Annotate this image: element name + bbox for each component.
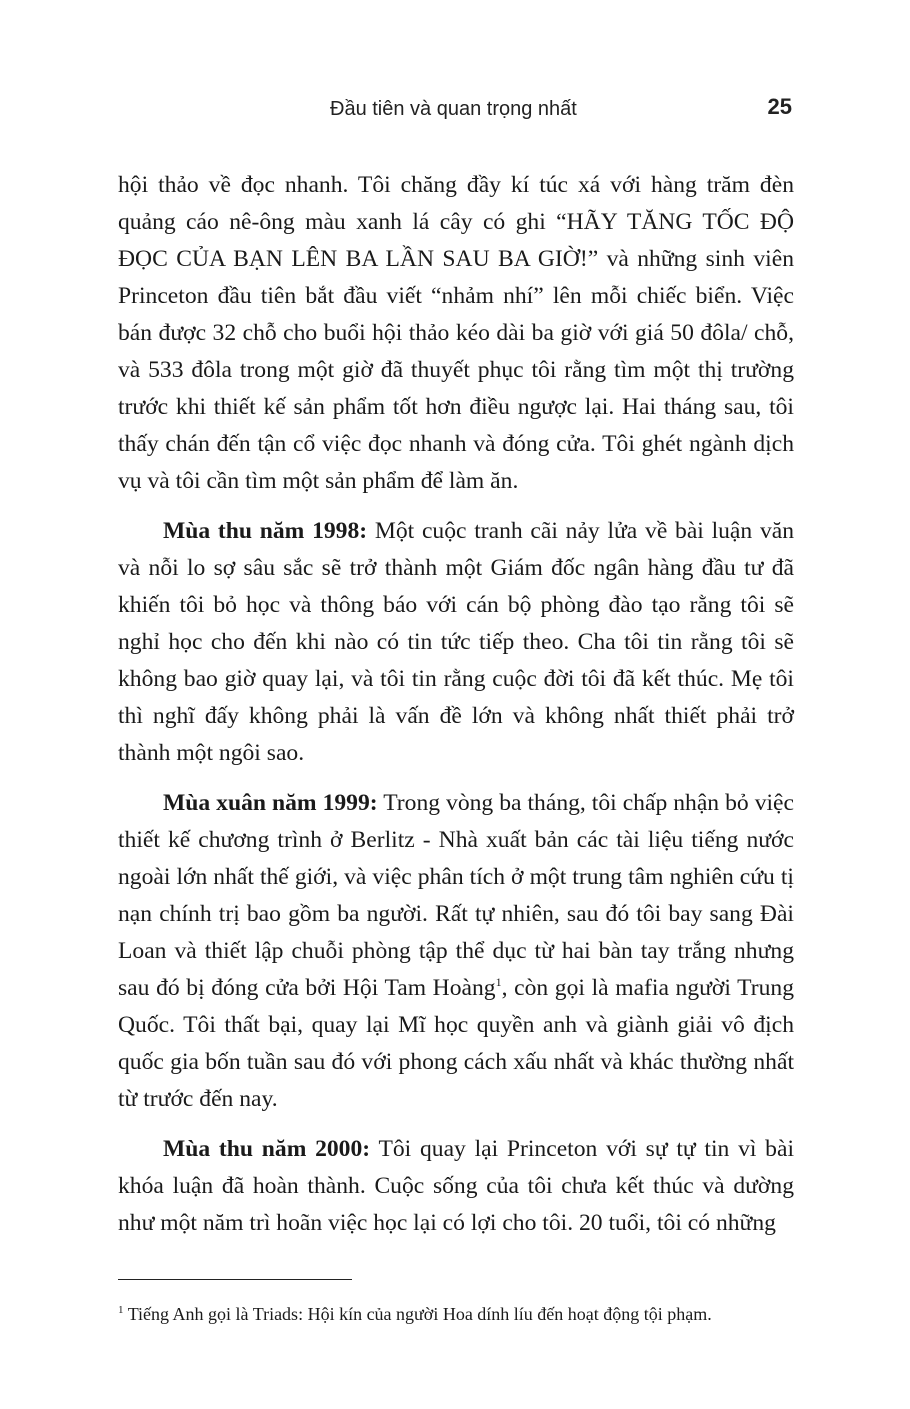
paragraph-continuation [118, 167, 794, 500]
footnote [118, 1301, 808, 1327]
paragraph-lead: Mùa xuân năm 1999: [163, 790, 378, 816]
paragraph-text: Một cuộc tranh cãi nảy lửa về bài luận văn và nỗi lo sợ sâu sắc sẽ trở thành một Giám đốc ngân hàng đầu tư đã khiến tôi bỏ học và thông báo với cán bộ phòng đào tạo rằng tôi sẽ nghỉ học cho đến khi nào có tin tức tiếp theo. Cha tôi tin rằng tôi sẽ không bao giờ quay lại, và tôi tin rằng cuộc đời tôi đã kết thúc. Mẹ tôi thì nghĩ đấy không phải là vấn đề lớn và không nhất thiết phải trở thành một ngôi sao. [118, 518, 795, 766]
footnote-text: Tiếng Anh gọi là Triads: Hội kín của người Hoa dính líu đến hoạt động tội phạm. [127, 1304, 712, 1324]
running-title: Đầu tiên và quan trọng nhất [330, 98, 577, 120]
footnote-divider [118, 1279, 352, 1280]
paragraph-fall-2000 [118, 1131, 794, 1242]
paragraph-lead: Mùa thu năm 1998: [163, 518, 368, 544]
body-text [118, 167, 794, 1242]
footnote-reference[interactable]: 1 [495, 975, 502, 990]
paragraph-spring-1999 [118, 785, 794, 1118]
paragraph-lead: Mùa thu năm 2000: [163, 1136, 371, 1162]
paragraph-text-after-note: , còn gọi là mafia người Trung Quốc. Tôi thất bại, quay lại Mĩ học quyền anh và giành giải vô địch quốc gia bốn tuần sau đó với phong cách xấu nhất và khác thường nhất từ trước đến nay. [118, 975, 794, 1112]
paragraph-text: Trong vòng ba tháng, tôi chấp nhận bỏ việc thiết kế chương trình ở Berlitz - Nhà xuất bản các tài liệu tiếng nước ngoài lớn nhất thế giới, và việc phân tích ở một trung tâm nghiên cứu tị nạn chính trị bao gồm ba người. Rất tự nhiên, sau đó tôi bay sang Đài Loan và thiết lập chuỗi phòng tập thể dục từ hai bàn tay trắng nhưng sau đó bị đóng cửa bởi Hội Tam Hoàng [118, 790, 794, 1001]
paragraph-text: hội thảo về đọc nhanh. Tôi chăng đầy kí túc xá với hàng trăm đèn quảng cáo nê-ông màu xanh lá cây có ghi “HÃY TĂNG TỐC ĐỘ ĐỌC CỦA BẠN LÊN BA LẦN SAU BA GIỜ!” và những sinh viên Princeton đầu tiên bắt đầu viết “nhảm nhí” lên mỗi chiếc biển. Việc bán được 32 chỗ cho buổi hội thảo kéo dài ba giờ với giá 50 đôla/ chỗ, và 533 đôla trong một giờ đã thuyết phục tôi rằng tìm một thị trường trước khi thiết kế sản phẩm tốt hơn điều ngược lại. Hai tháng sau, tôi thấy chán đến tận cổ việc đọc nhanh và đóng cửa. Tôi ghét ngành dịch vụ và tôi cần tìm một sản phẩm để làm ăn. [118, 172, 794, 494]
running-header [0, 92, 910, 128]
paragraph-fall-1998 [118, 513, 794, 772]
paragraph-text: Tôi quay lại Princeton với sự tự tin vì bài khóa luận đã hoàn thành. Cuộc sống của tôi chưa kết thúc và dường như một năm trì hoãn việc học lại có lợi cho tôi. 20 tuổi, tôi có những [118, 1136, 794, 1236]
page-number: 25 [767, 94, 792, 119]
footnote-marker: 1 [118, 1304, 124, 1316]
